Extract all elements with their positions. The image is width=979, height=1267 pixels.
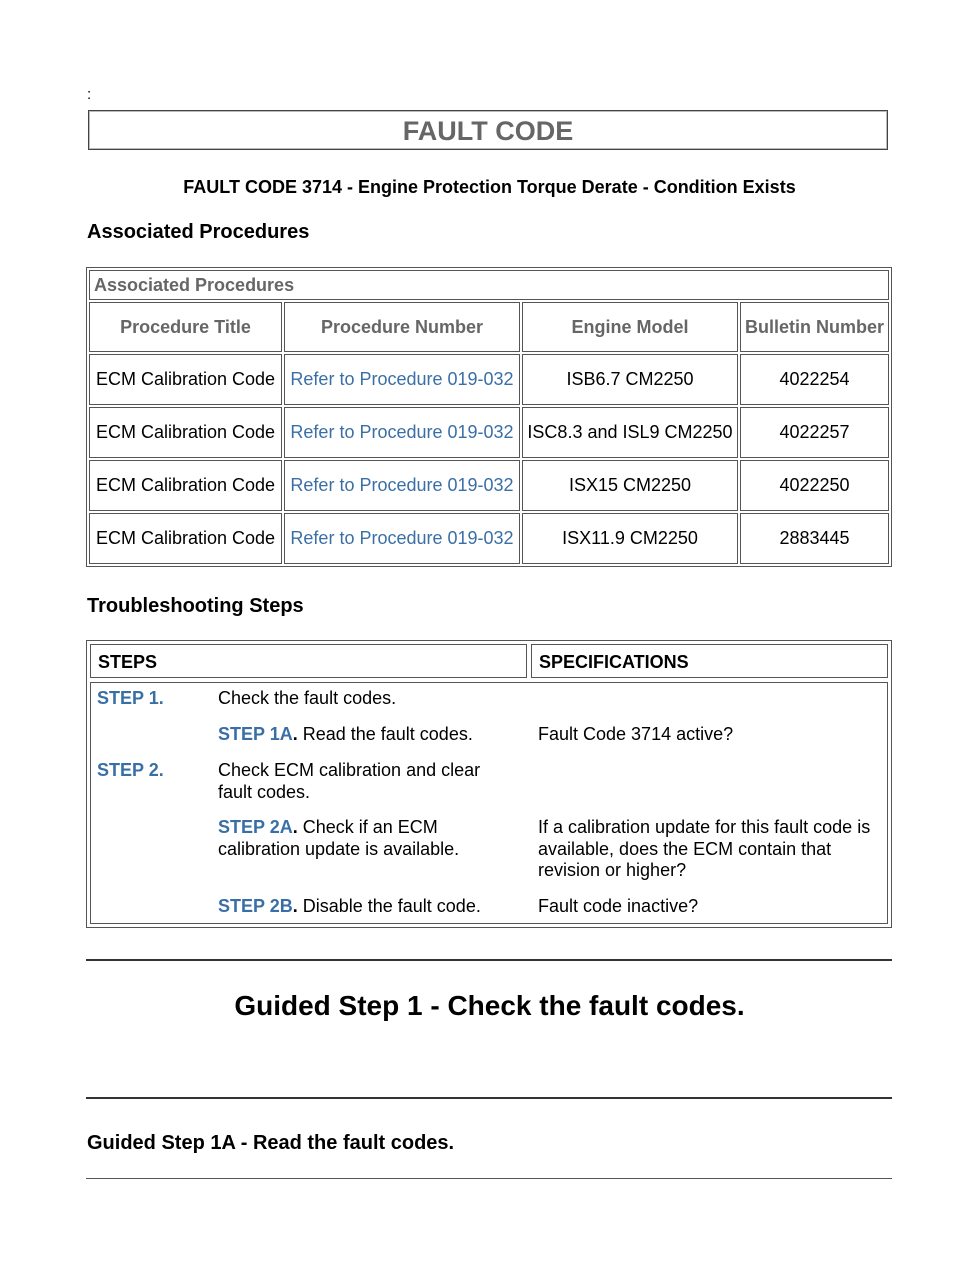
associated-procedures-heading: Associated Procedures [87,221,310,243]
column-header-procedure-number: Procedure Number [284,302,520,352]
step-2-link[interactable]: STEP 2. [97,760,164,780]
step-2b-text: Disable the fault code. [297,896,481,916]
step-2b-row [218,896,518,918]
section-divider [86,959,892,961]
engine-model-cell: ISC8.3 and ISL9 CM2250 [522,407,738,458]
guided-step-1a-heading: Guided Step 1A - Read the fault codes. [87,1132,455,1154]
step-2b-punct: . [292,896,298,916]
specifications-column-header: SPECIFICATIONS [531,644,888,678]
table-row [89,460,889,511]
table-row [89,513,889,564]
troubleshooting-steps-table [86,640,892,928]
step-1a-link[interactable]: STEP 1A [218,724,293,744]
fault-code-subtitle: FAULT CODE 3714 - Engine Protection Torque Derate - Condition Exists [183,177,796,197]
table-caption: Associated Procedures [89,270,889,300]
step-2a-text: Check if an ECM calibration update is available. [218,817,460,859]
procedure-title-cell: ECM Calibration Code [89,460,282,511]
table-row [89,354,889,405]
section-divider [86,1178,892,1179]
column-header-engine-model: Engine Model [522,302,738,352]
step-1a-specification: Fault Code 3714 active? [538,724,734,744]
page-colon: : [87,86,92,103]
bulletin-number-cell: 4022257 [740,407,889,458]
step-1-text: Check the fault codes. [218,688,397,708]
bulletin-number-cell: 4022250 [740,460,889,511]
procedure-link[interactable]: Refer to Procedure 019-032 [284,354,520,405]
step-2a-row [218,817,518,860]
engine-model-cell: ISX11.9 CM2250 [522,513,738,564]
engine-model-cell: ISB6.7 CM2250 [522,354,738,405]
procedure-link[interactable]: Refer to Procedure 019-032 [284,407,520,458]
fault-code-banner: FAULT CODE [88,110,888,150]
column-header-bulletin-number: Bulletin Number [740,302,889,352]
section-divider [86,1097,892,1099]
step-2-text: Check ECM calibration and clear fault codes. [218,760,481,802]
engine-model-cell: ISX15 CM2250 [522,460,738,511]
bulletin-number-cell: 2883445 [740,513,889,564]
bulletin-number-cell: 4022254 [740,354,889,405]
step-1a-punct: . [292,724,298,744]
table-row [89,407,889,458]
step-2a-link[interactable]: STEP 2A [218,817,293,837]
steps-column-header: STEPS [90,644,527,678]
column-header-procedure-title: Procedure Title [89,302,282,352]
guided-step-1-title: Guided Step 1 - Check the fault codes. [234,990,745,1021]
procedure-link[interactable]: Refer to Procedure 019-032 [284,460,520,511]
procedure-title-cell: ECM Calibration Code [89,513,282,564]
procedure-title-cell: ECM Calibration Code [89,407,282,458]
steps-body [90,682,888,924]
step-2b-link[interactable]: STEP 2B [218,896,293,916]
step-1-link[interactable]: STEP 1. [97,688,164,708]
step-2a-specification: If a calibration update for this fault code is available, does the ECM contain that revision or higher? [538,817,871,880]
associated-procedures-table [86,267,892,567]
step-1a-row [218,724,518,746]
procedure-link[interactable]: Refer to Procedure 019-032 [284,513,520,564]
step-2a-punct: . [292,817,298,837]
step-2b-specification: Fault code inactive? [538,896,699,916]
procedure-title-cell: ECM Calibration Code [89,354,282,405]
troubleshooting-steps-heading: Troubleshooting Steps [87,595,304,617]
step-1a-text: Read the fault codes. [297,724,473,744]
